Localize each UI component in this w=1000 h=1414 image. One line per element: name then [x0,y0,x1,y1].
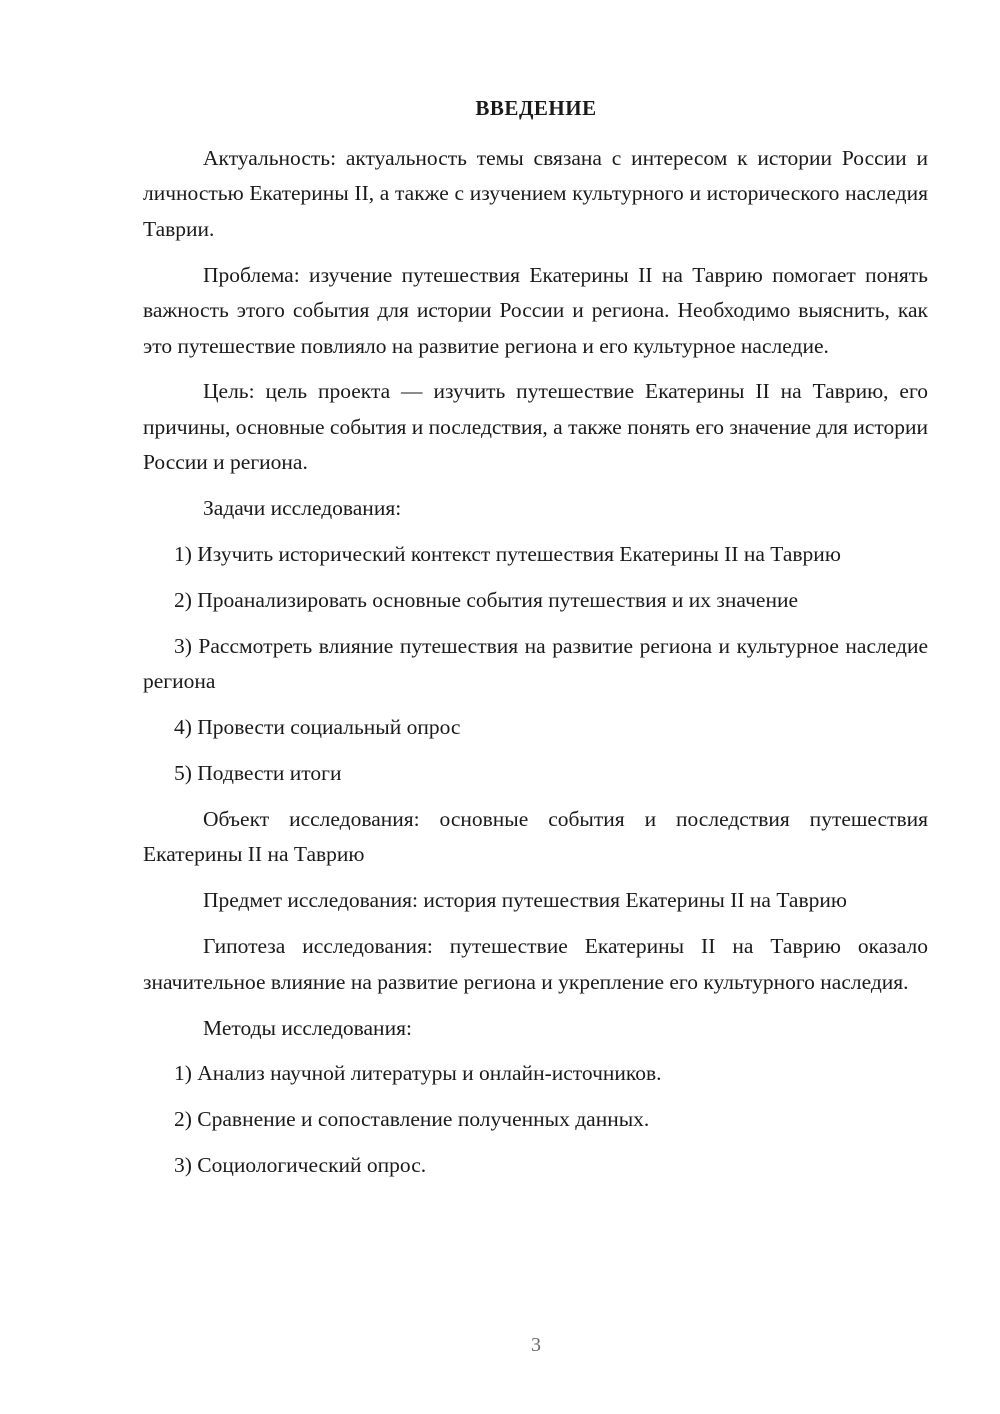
tasks-heading: Задачи исследования: [203,496,402,521]
page-title: ВВЕДЕНИЕ [475,96,597,120]
task-item: 5) Подвести итоги [174,761,342,786]
hypothesis-paragraph: Гипотеза исследования: путешествие Екатерины II на Таврию оказало значительное влияние на развитие региона и укрепление его культурного наследия. [143,934,928,994]
object-paragraph: Объект исследования: основные события и последствия путешествия Екатерины II на Таврию [143,807,928,867]
subject-paragraph: Предмет исследования: история путешествия Екатерины II на Таврию [203,888,847,913]
page-number: 3 [531,1334,541,1356]
task-item: 1) Изучить исторический контекст путешествия Екатерины II на Таврию [174,542,841,567]
problem-paragraph: Проблема: изучение путешествия Екатерины II на Таврию помогает понять важность этого события для истории России и региона. Необходимо выяснить, как это путешествие повлияло на развитие региона и его культурное наследие. [143,262,928,358]
methods-heading: Методы исследования: [203,1015,412,1040]
goal-paragraph: Цель: цель проекта — изучить путешествие Екатерины II на Таврию, его причины, основные события и последствия, а также понять его значение для истории России и региона. [143,379,928,475]
relevance-paragraph: Актуальность: актуальность темы связана с интересом к истории России и личностью Екатерины II, а также с изучением культурного и исторического наследия Таврии. [143,146,928,241]
task-item: 4) Провести социальный опрос [174,715,461,740]
method-item: 1) Анализ научной литературы и онлайн-источников. [174,1061,662,1086]
task-item: 3) Рассмотреть влияние путешествия на развитие региона и культурное наследие региона [143,633,928,694]
task-item: 2) Проанализировать основные события путешествия и их значение [174,587,798,612]
method-item: 3) Социологический опрос. [174,1153,427,1178]
method-item: 2) Сравнение и сопоставление полученных данных. [174,1107,650,1132]
document-body [143,141,928,1194]
